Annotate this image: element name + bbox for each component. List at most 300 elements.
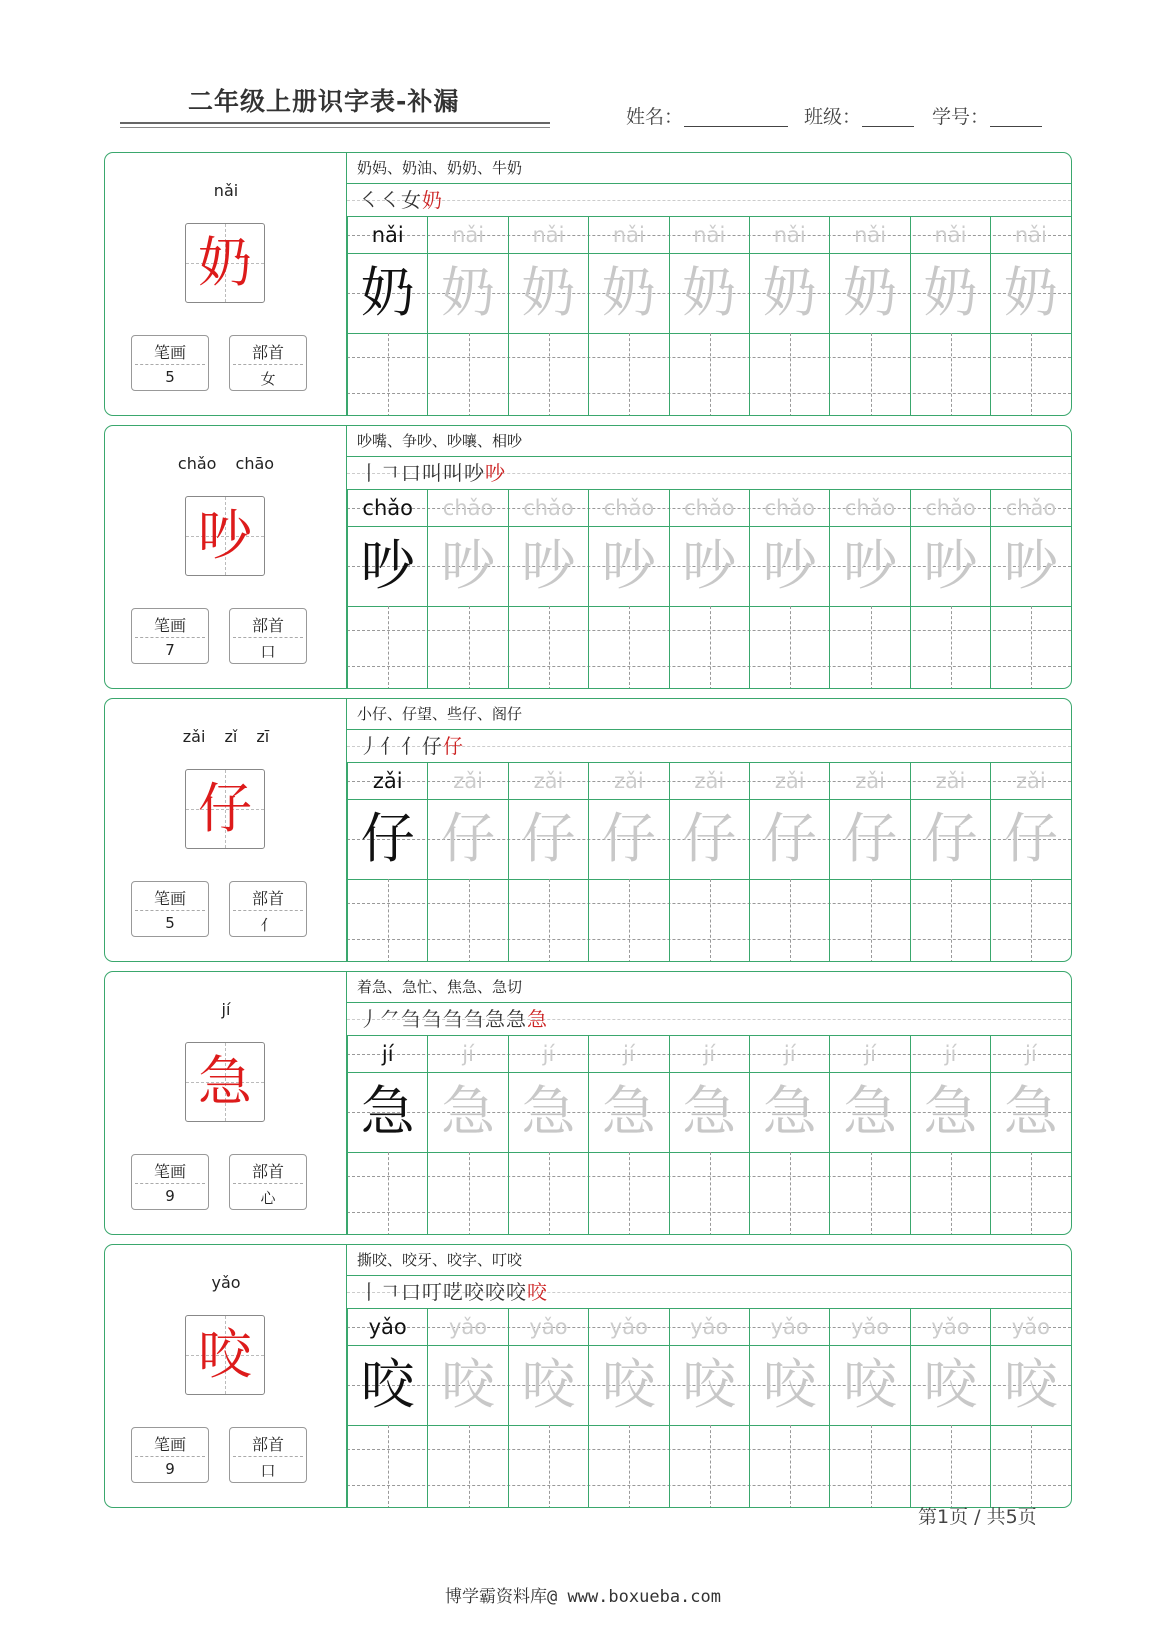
stroke-step: 叫 <box>422 461 443 485</box>
pinyin-trace: yǎo <box>851 1315 890 1339</box>
pinyin-label: jí <box>221 1000 231 1019</box>
pinyin-trace: yǎo <box>931 1315 970 1339</box>
radical-box <box>229 1427 307 1483</box>
cell-guide <box>469 879 470 962</box>
character-trace: 吵 <box>1003 534 1058 597</box>
practice-cell[interactable] <box>990 217 1070 416</box>
practice-cell[interactable] <box>588 1036 668 1235</box>
cell-guide <box>388 606 389 689</box>
character-trace: 奶 <box>682 261 737 324</box>
stroke-order <box>359 730 464 763</box>
character-model: 奶 <box>360 261 415 324</box>
cell-guide <box>790 333 791 416</box>
stroke-step: 仔 <box>422 734 443 758</box>
practice-cell[interactable] <box>910 1036 990 1235</box>
practice-cell[interactable] <box>910 217 990 416</box>
radical-value: 心 <box>260 1189 276 1207</box>
practice-cell[interactable] <box>508 1309 588 1508</box>
pinyin-trace: nǎi <box>452 223 485 247</box>
pinyin-trace: jí <box>1025 1042 1037 1066</box>
character-card <box>104 1244 1072 1508</box>
radical-box <box>229 881 307 937</box>
stroke-step: 亻 <box>401 734 422 758</box>
stroke-step: 女 <box>401 188 422 212</box>
pinyin-trace: chǎo <box>603 496 655 520</box>
cell-guide <box>790 1425 791 1508</box>
character-trace: 吵 <box>441 534 496 597</box>
stroke-step: 咬 <box>485 1280 506 1304</box>
cell-guide <box>629 1152 630 1235</box>
stroke-step: 叮 <box>422 1280 443 1304</box>
character-summary <box>105 972 347 1234</box>
practice-cell[interactable] <box>669 217 749 416</box>
pinyin-trace: zǎi <box>935 769 966 793</box>
stroke-step: 仔 <box>443 734 464 758</box>
practice-cell[interactable] <box>829 217 909 416</box>
cell-guide <box>469 606 470 689</box>
character-trace: 仔 <box>923 807 978 870</box>
practice-grid <box>347 217 1071 416</box>
pinyin-trace: nǎi <box>612 223 645 247</box>
pinyin-trace: zǎi <box>453 769 483 793</box>
character-summary <box>105 426 347 688</box>
character-box <box>185 496 265 576</box>
pinyin-trace: jí <box>462 1042 474 1066</box>
practice-cell[interactable] <box>990 763 1070 962</box>
stroke-count-label: 笔画 <box>153 616 186 635</box>
pinyin-model: chǎo <box>362 496 413 520</box>
character-card <box>104 152 1072 416</box>
pinyin-trace: chǎo <box>925 496 976 520</box>
cell-guide <box>710 879 711 962</box>
character-trace: 吵 <box>521 534 576 597</box>
info-separator <box>233 1183 303 1184</box>
page-title: 二年级上册识字表-补漏 <box>188 87 460 116</box>
title-underline-thin <box>120 127 550 128</box>
pinyin-trace: zǎi <box>855 769 885 793</box>
character-trace: 咬 <box>601 1353 656 1416</box>
pinyin-trace: chǎo <box>523 496 574 520</box>
stroke-count-box <box>131 335 209 391</box>
cell-guide <box>790 1152 791 1235</box>
character-trace: 咬 <box>521 1353 576 1416</box>
cell-guide <box>549 1152 550 1235</box>
pinyin-trace: zǎi <box>694 769 725 793</box>
stroke-step: 奶 <box>422 188 443 212</box>
practice-cell[interactable] <box>990 1309 1070 1508</box>
pinyin-trace: yǎo <box>449 1315 488 1339</box>
cell-guide <box>629 606 630 689</box>
pinyin-trace: chǎo <box>844 496 896 520</box>
pinyin-trace: yǎo <box>1011 1315 1050 1339</box>
character-trace: 咬 <box>441 1353 496 1416</box>
practice-cell[interactable] <box>829 490 909 689</box>
cell-guide <box>951 606 952 689</box>
character-model: 吵 <box>360 534 415 597</box>
cell-guide <box>951 1152 952 1235</box>
cell-guide <box>1031 1152 1032 1235</box>
pinyin-trace: chǎo <box>764 496 815 520</box>
character-trace: 急 <box>1003 1080 1058 1143</box>
practice-cell[interactable] <box>427 763 507 962</box>
practice-cell[interactable] <box>749 490 829 689</box>
practice-area <box>347 426 1071 688</box>
pinyin-label: yǎo <box>211 1273 241 1292</box>
cell-guide <box>951 879 952 962</box>
stroke-count-value: 5 <box>165 914 175 932</box>
cell-guide <box>549 1425 550 1508</box>
cell-guide <box>710 606 711 689</box>
practice-area <box>347 699 1071 961</box>
page-header <box>0 0 1166 140</box>
practice-cell[interactable] <box>588 217 668 416</box>
pinyin-trace: nǎi <box>854 223 887 247</box>
pinyin-trace: nǎi <box>773 223 806 247</box>
character-trace: 奶 <box>843 261 898 324</box>
cell-guide <box>790 879 791 962</box>
page-number: 第1页 / 共5页 <box>918 1506 1037 1528</box>
character-trace: 仔 <box>762 807 817 870</box>
practice-grid <box>347 1036 1071 1235</box>
stroke-step: 咬 <box>527 1280 548 1304</box>
character-trace: 咬 <box>682 1353 737 1416</box>
practice-grid <box>347 490 1071 689</box>
pinyin-trace: jí <box>944 1042 957 1066</box>
pinyin-trace: zǎi <box>774 769 805 793</box>
cell-guide <box>629 333 630 416</box>
character-trace: 急 <box>441 1080 496 1143</box>
cell-guide <box>710 333 711 416</box>
info-separator <box>135 637 205 638</box>
practice-cell[interactable] <box>508 217 588 416</box>
practice-cell[interactable] <box>990 490 1070 689</box>
pinyin-trace: zǎi <box>1016 769 1046 793</box>
character-card <box>104 971 1072 1235</box>
character-box <box>185 1042 265 1122</box>
character-model: 急 <box>360 1080 415 1143</box>
stroke-guide <box>347 200 1071 201</box>
word-examples: 奶妈、奶油、奶奶、牛奶 <box>347 153 1071 184</box>
number-field[interactable] <box>932 102 989 129</box>
practice-cell[interactable] <box>347 1309 427 1508</box>
info-separator <box>135 1183 205 1184</box>
stroke-step: 𠃍 <box>380 1280 401 1304</box>
pinyin-trace: zǎi <box>533 769 564 793</box>
practice-cell[interactable] <box>508 763 588 962</box>
stroke-step: 咬 <box>464 1280 485 1304</box>
practice-grid <box>347 763 1071 962</box>
pinyin-trace: yǎo <box>770 1315 809 1339</box>
character-trace: 咬 <box>843 1353 898 1416</box>
character-trace: 奶 <box>762 261 817 324</box>
pinyin-model: nǎi <box>371 223 404 247</box>
practice-cell[interactable] <box>669 1309 749 1508</box>
character-trace: 仔 <box>601 807 656 870</box>
practice-cell[interactable] <box>588 1309 668 1508</box>
radical-label: 部首 <box>251 1162 284 1181</box>
stroke-step: 急 <box>527 1007 548 1031</box>
stroke-order-row <box>347 730 1071 763</box>
cell-guide <box>629 1425 630 1508</box>
character-trace: 咬 <box>1003 1353 1058 1416</box>
character-trace: 咬 <box>923 1353 978 1416</box>
practice-grid <box>347 1309 1071 1508</box>
character-card <box>104 698 1072 962</box>
cell-guide <box>951 1425 952 1508</box>
practice-cell[interactable] <box>829 1036 909 1235</box>
cell-guide <box>388 879 389 962</box>
pinyin-label: zǎi zǐ zī <box>182 727 270 746</box>
cell-guide <box>871 879 872 962</box>
pinyin-trace: nǎi <box>532 223 565 247</box>
stroke-step: 呓 <box>443 1280 464 1304</box>
info-separator <box>135 910 205 911</box>
stroke-count-value: 5 <box>165 368 175 386</box>
character-trace: 奶 <box>521 261 576 324</box>
character-model: 咬 <box>360 1353 415 1416</box>
practice-cell[interactable] <box>910 1309 990 1508</box>
radical-box <box>229 335 307 391</box>
practice-cell[interactable] <box>749 763 829 962</box>
character-trace: 吵 <box>682 534 737 597</box>
cell-guide <box>549 606 550 689</box>
main-character: 急 <box>198 1050 252 1113</box>
radical-value: 口 <box>260 643 276 661</box>
class-blank[interactable] <box>862 126 914 127</box>
practice-cell[interactable] <box>669 763 749 962</box>
pinyin-label: nǎi <box>213 181 239 200</box>
stroke-step: 吵 <box>464 461 485 485</box>
cell-guide <box>388 1152 389 1235</box>
stroke-step: 丿 <box>359 734 380 758</box>
pinyin-trace: chǎo <box>1005 496 1057 520</box>
title-underline <box>120 122 550 124</box>
pinyin-trace: zǎi <box>614 769 644 793</box>
cell-guide <box>1031 1425 1032 1508</box>
practice-cell[interactable] <box>749 1036 829 1235</box>
character-summary <box>105 153 347 415</box>
character-trace: 急 <box>923 1080 978 1143</box>
name-label: 姓名： <box>626 106 684 128</box>
stroke-step: 丿 <box>359 1007 380 1031</box>
stroke-step: 刍 <box>401 1007 422 1031</box>
cell-guide <box>388 333 389 416</box>
practice-cell[interactable] <box>588 763 668 962</box>
practice-cell[interactable] <box>829 763 909 962</box>
character-trace: 急 <box>682 1080 737 1143</box>
info-separator <box>233 1456 303 1457</box>
practice-cell[interactable] <box>910 490 990 689</box>
site-watermark: 博学霸资料库@ www.boxueba.com <box>445 1587 721 1607</box>
stroke-count-label: 笔画 <box>153 1435 186 1454</box>
pinyin-trace: chǎo <box>684 496 735 520</box>
number-blank[interactable] <box>990 126 1042 127</box>
pinyin-trace: yǎo <box>609 1315 648 1339</box>
pinyin-trace: nǎi <box>934 223 967 247</box>
character-card <box>104 425 1072 689</box>
radical-value: 女 <box>260 370 276 388</box>
pinyin-trace: nǎi <box>693 223 726 247</box>
character-trace: 急 <box>843 1080 898 1143</box>
character-trace: 仔 <box>1003 807 1058 870</box>
main-character: 仔 <box>198 777 252 840</box>
stroke-step: 刍 <box>443 1007 464 1031</box>
info-separator <box>233 364 303 365</box>
character-trace: 仔 <box>521 807 576 870</box>
info-separator <box>233 637 303 638</box>
radical-label: 部首 <box>251 616 284 635</box>
character-model: 仔 <box>360 807 415 870</box>
radical-value: 口 <box>260 1462 276 1480</box>
cell-guide <box>1031 879 1032 962</box>
stroke-order-row <box>347 1276 1071 1309</box>
pinyin-model: yǎo <box>368 1315 407 1339</box>
character-trace: 吵 <box>843 534 898 597</box>
stroke-count-box <box>131 608 209 664</box>
pinyin-model: zǎi <box>372 769 403 793</box>
practice-area <box>347 972 1071 1234</box>
practice-cell[interactable] <box>427 217 507 416</box>
cell-guide <box>871 1425 872 1508</box>
practice-cell[interactable] <box>829 1309 909 1508</box>
cell-guide <box>1031 606 1032 689</box>
character-trace: 急 <box>601 1080 656 1143</box>
practice-cell[interactable] <box>427 490 507 689</box>
stroke-count-label: 笔画 <box>153 1162 186 1181</box>
pinyin-label: chǎo chāo <box>177 454 275 473</box>
character-trace: 奶 <box>923 261 978 324</box>
info-separator <box>135 364 205 365</box>
cell-guide <box>871 606 872 689</box>
radical-label: 部首 <box>251 1435 284 1454</box>
pinyin-trace: jí <box>783 1042 796 1066</box>
cell-guide <box>710 1425 711 1508</box>
pinyin-trace: jí <box>623 1042 635 1066</box>
character-summary <box>105 699 347 961</box>
character-trace: 吵 <box>601 534 656 597</box>
stroke-step: 咬 <box>506 1280 527 1304</box>
character-summary <box>105 1245 347 1507</box>
stroke-step: 急 <box>485 1007 506 1031</box>
stroke-step: 叫 <box>443 461 464 485</box>
stroke-order <box>359 1003 548 1036</box>
pinyin-trace: nǎi <box>1014 223 1047 247</box>
stroke-step: 刍 <box>422 1007 443 1031</box>
stroke-step: 𠃍 <box>380 461 401 485</box>
practice-cell[interactable] <box>427 1309 507 1508</box>
radical-box <box>229 608 307 664</box>
practice-cell[interactable] <box>347 763 427 962</box>
stroke-order <box>359 457 506 490</box>
practice-cell[interactable] <box>910 763 990 962</box>
cell-guide <box>871 1152 872 1235</box>
practice-cell[interactable] <box>427 1036 507 1235</box>
info-separator <box>233 910 303 911</box>
practice-area <box>347 153 1071 415</box>
stroke-step: 丨 <box>359 1280 380 1304</box>
cell-guide <box>388 1425 389 1508</box>
practice-cell[interactable] <box>749 1309 829 1508</box>
practice-cell[interactable] <box>347 490 427 689</box>
class-field[interactable] <box>804 102 861 129</box>
practice-cell[interactable] <box>669 1036 749 1235</box>
practice-cell[interactable] <box>588 490 668 689</box>
practice-cell[interactable] <box>347 1036 427 1235</box>
practice-cell[interactable] <box>749 217 829 416</box>
stroke-count-label: 笔画 <box>153 889 186 908</box>
info-separator <box>135 1456 205 1457</box>
character-trace: 仔 <box>441 807 496 870</box>
stroke-count-value: 7 <box>165 641 175 659</box>
practice-cell[interactable] <box>347 217 427 416</box>
stroke-step: 口 <box>401 1280 422 1304</box>
pinyin-model: jí <box>381 1042 394 1066</box>
radical-box <box>229 1154 307 1210</box>
stroke-count-box <box>131 1154 209 1210</box>
stroke-step: 口 <box>401 461 422 485</box>
pinyin-trace: chǎo <box>442 496 494 520</box>
cell-guide <box>469 1152 470 1235</box>
pinyin-trace: yǎo <box>690 1315 729 1339</box>
stroke-step: ㇛ <box>380 188 401 212</box>
stroke-order <box>359 184 443 217</box>
cell-guide <box>469 333 470 416</box>
main-character: 奶 <box>198 231 252 294</box>
stroke-count-value: 9 <box>165 1187 175 1205</box>
stroke-order-row <box>347 457 1071 490</box>
character-box <box>185 1315 265 1395</box>
character-trace: 仔 <box>843 807 898 870</box>
main-character: 吵 <box>198 504 252 567</box>
stroke-order-row <box>347 184 1071 217</box>
cell-guide <box>629 879 630 962</box>
stroke-count-label: 笔画 <box>153 343 186 362</box>
pinyin-trace: yǎo <box>529 1315 568 1339</box>
stroke-order <box>359 1276 548 1309</box>
name-blank[interactable] <box>684 126 788 127</box>
stroke-step: ⺈ <box>380 1007 401 1031</box>
radical-value: 亻 <box>260 916 276 934</box>
character-trace: 急 <box>762 1080 817 1143</box>
number-label: 学号： <box>932 106 990 128</box>
practice-cell[interactable] <box>990 1036 1070 1235</box>
class-label: 班级： <box>804 106 862 128</box>
cell-guide <box>1031 333 1032 416</box>
stroke-order-row <box>347 1003 1071 1036</box>
name-field[interactable] <box>626 102 683 129</box>
word-examples: 撕咬、咬牙、咬字、叮咬 <box>347 1245 1071 1276</box>
cell-guide <box>549 879 550 962</box>
radical-label: 部首 <box>251 889 284 908</box>
character-trace: 咬 <box>762 1353 817 1416</box>
cell-guide <box>710 1152 711 1235</box>
stroke-step: 急 <box>506 1007 527 1031</box>
cell-guide <box>871 333 872 416</box>
cell-guide <box>549 333 550 416</box>
pinyin-trace: jí <box>542 1042 555 1066</box>
practice-cell[interactable] <box>508 1036 588 1235</box>
pinyin-trace: jí <box>864 1042 876 1066</box>
cell-guide <box>790 606 791 689</box>
practice-cell[interactable] <box>669 490 749 689</box>
stroke-step: ㇛ <box>359 188 380 212</box>
practice-cell[interactable] <box>508 490 588 689</box>
character-box <box>185 769 265 849</box>
character-trace: 吵 <box>923 534 978 597</box>
stroke-count-box <box>131 881 209 937</box>
cell-guide <box>469 1425 470 1508</box>
word-examples: 吵嘴、争吵、吵嚷、相吵 <box>347 426 1071 457</box>
